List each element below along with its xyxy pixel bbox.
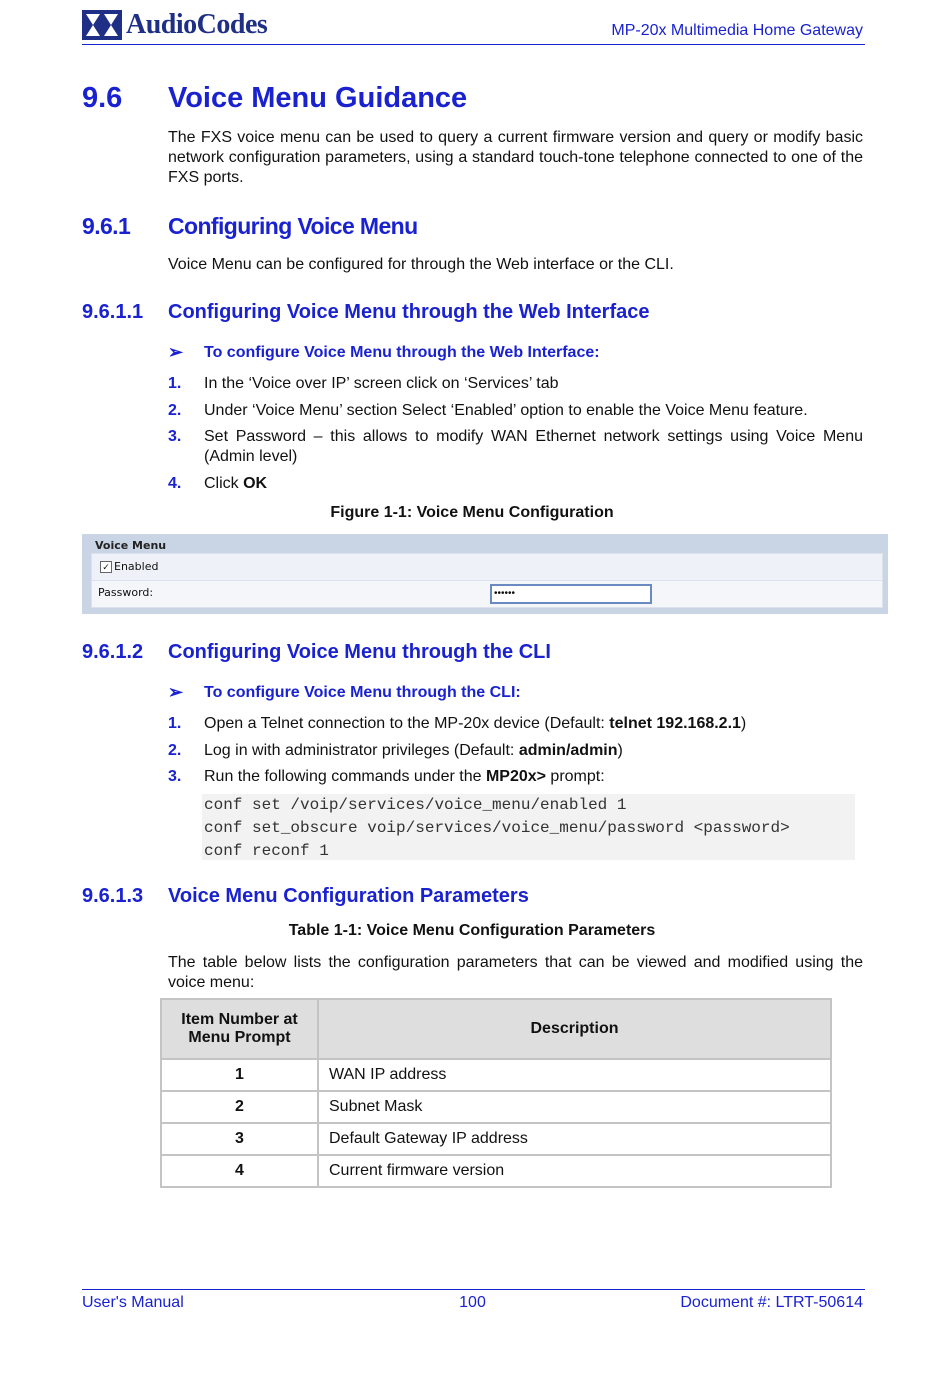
params-section-number: 9.6.1.3: [82, 885, 144, 907]
subsection-number: 9.6.1: [82, 213, 131, 239]
page-number: 100: [459, 1294, 486, 1311]
description-cell: WAN IP address: [318, 1059, 831, 1091]
logo-mark-icon: [82, 10, 122, 40]
code-line: conf reconf 1: [204, 842, 329, 860]
voice-menu-figure: [82, 534, 888, 614]
step-number: 1.: [168, 715, 182, 732]
cli-section-number: 9.6.1.2: [82, 641, 144, 663]
step-text-bold: MP20x>: [485, 768, 546, 785]
step-text-bold: admin: [570, 742, 618, 759]
table-row: [161, 1091, 831, 1123]
code-line: conf set /voip/services/voice_menu/enabled 1: [204, 796, 627, 814]
table-header-row: [161, 999, 831, 1059]
arrow-bullet-icon: ➢: [168, 682, 184, 702]
cli-step-1: [168, 714, 863, 734]
figure-panel-title: Voice Menu: [95, 539, 167, 552]
subsection-intro: Voice Menu can be configured for through the Web interface or the CLI.: [168, 256, 674, 273]
figure-caption: Figure 1-1: Voice Menu Configuration: [330, 504, 614, 521]
step-text-plain: Open a Telnet connection to the MP-20x device (Default:: [204, 715, 610, 732]
column-header: Description: [318, 999, 831, 1059]
step-number: 2.: [168, 402, 182, 419]
logo-wordmark: AudioCodes: [126, 9, 268, 40]
footer-left: User's Manual: [82, 1294, 184, 1311]
section-number: 9.6: [82, 82, 123, 114]
table-row: [161, 1059, 831, 1091]
step-text: Set Password – this allows to modify WAN Ethernet network settings using Voice Menu (Admin level): [204, 428, 863, 465]
header-divider: [82, 44, 865, 45]
section-title: Voice Menu Guidance: [168, 82, 468, 114]
web-procedure-heading: [168, 342, 600, 363]
item-number-cell: 2: [161, 1091, 318, 1123]
step-text: [204, 714, 863, 734]
step-text-bold: admin: [518, 742, 566, 759]
arrow-bullet-icon: ➢: [168, 342, 184, 362]
step-text-plain: Click: [204, 475, 244, 492]
web-section-number: 9.6.1.1: [82, 301, 144, 323]
footer-right: Document #: LTRT-50614: [680, 1294, 863, 1311]
footer-divider: [82, 1289, 865, 1290]
audiocodes-logo: [82, 8, 267, 42]
cli-procedure-label: To configure Voice Menu through the CLI:: [204, 683, 521, 701]
description-cell: Subnet Mask: [318, 1091, 831, 1123]
header-title: MP-20x Multimedia Home Gateway: [611, 22, 863, 39]
step-number: 1.: [168, 375, 182, 392]
password-field[interactable]: ••••••: [490, 584, 652, 604]
parameters-table: [160, 998, 832, 1188]
web-step-2: [168, 401, 863, 421]
params-intro: The table below lists the configuration parameters that can be viewed and modified using the voice menu:: [168, 954, 863, 991]
step-text-plain: ): [617, 742, 623, 759]
step-text-plain: prompt:: [545, 768, 605, 785]
web-step-4: [168, 474, 863, 494]
section-intro: The FXS voice menu can be used to query a current firmware version and query or modify basic network configuration parameters, using a standard touch-tone telephone connected to one of the FXS ports.: [168, 129, 863, 186]
step-number: 4.: [168, 475, 182, 492]
item-number-cell: 4: [161, 1155, 318, 1187]
table-caption: Table 1-1: Voice Menu Configuration Parameters: [288, 922, 656, 939]
description-cell: Default Gateway IP address: [318, 1123, 831, 1155]
enabled-checkbox[interactable]: ✓: [100, 561, 112, 573]
step-text-plain: Log in with administrator privileges (Default:: [204, 742, 519, 759]
figure-password-row: [91, 580, 883, 608]
column-header: Item Number at Menu Prompt: [161, 999, 318, 1059]
description-cell: Current firmware version: [318, 1155, 831, 1187]
cli-step-2: [168, 741, 863, 761]
step-text-bold: /: [565, 742, 571, 759]
step-text: In the ‘Voice over IP’ screen click on ‘Services’ tab: [204, 375, 559, 392]
step-number: 2.: [168, 742, 182, 759]
cli-step-3: [168, 767, 863, 787]
web-step-1: [168, 374, 863, 394]
step-text: Under ‘Voice Menu’ section Select ‘Enabled’ option to enable the Voice Menu feature.: [204, 402, 808, 419]
table-row: [161, 1123, 831, 1155]
step-text-bold: OK: [243, 475, 268, 492]
cli-section-title: Configuring Voice Menu through the CLI: [168, 641, 551, 663]
enabled-label: Enabled: [114, 560, 159, 573]
params-section-title: Voice Menu Configuration Parameters: [168, 885, 529, 907]
step-number: 3.: [168, 768, 182, 785]
figure-enabled-row: [91, 553, 883, 581]
cli-code-block: [202, 794, 855, 860]
step-text: [204, 474, 863, 494]
step-number: 3.: [168, 428, 182, 445]
web-procedure-label: To configure Voice Menu through the Web Interface:: [204, 343, 600, 361]
subsection-title: Configuring Voice Menu: [168, 213, 418, 239]
code-line: conf set_obscure voip/services/voice_menu/password <password>: [204, 819, 790, 837]
cli-procedure-heading: [168, 682, 521, 703]
step-text-plain: ): [740, 715, 747, 732]
step-text: [204, 767, 863, 787]
item-number-cell: 1: [161, 1059, 318, 1091]
web-step-3: [168, 427, 863, 467]
table-row: [161, 1155, 831, 1187]
password-label: Password:: [98, 586, 154, 599]
step-text-bold: telnet 192.168.2.1: [609, 715, 741, 732]
web-section-title: Configuring Voice Menu through the Web Interface: [168, 301, 650, 323]
step-text-plain: Run the following commands under the: [204, 768, 486, 785]
step-text: [204, 741, 863, 761]
item-number-cell: 3: [161, 1123, 318, 1155]
